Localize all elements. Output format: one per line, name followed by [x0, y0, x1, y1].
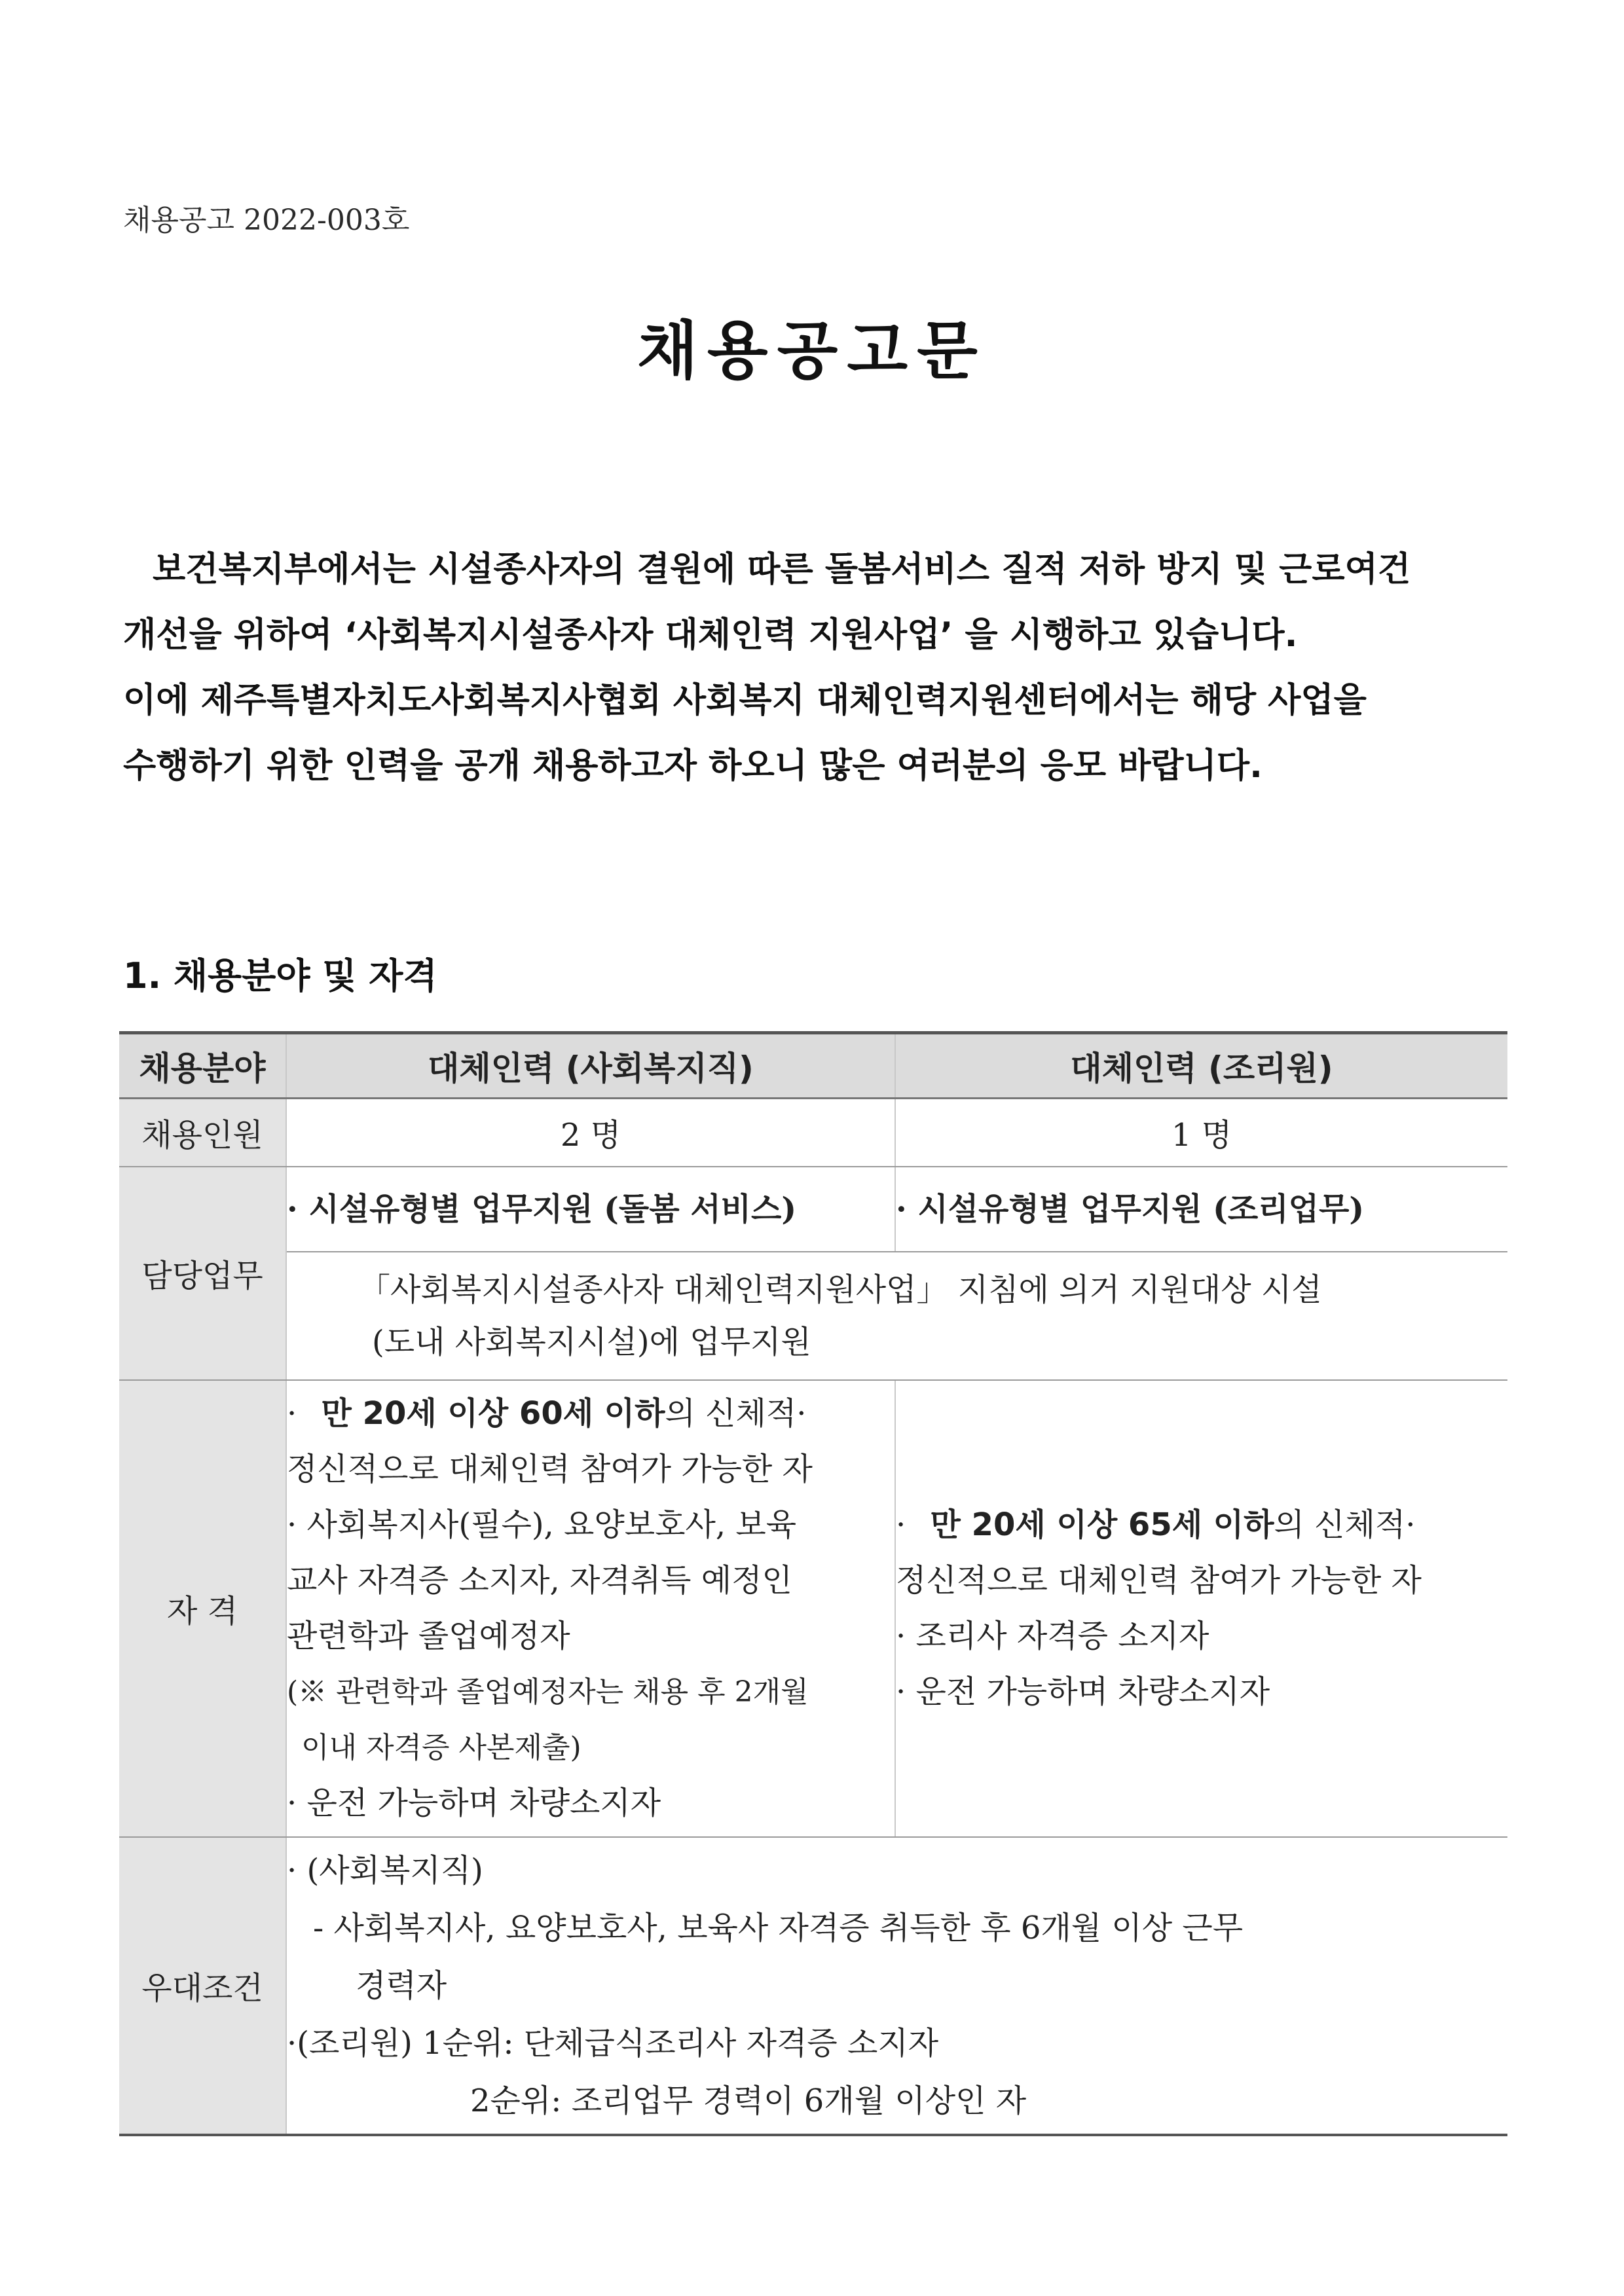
intro-line: 개선을 위하여 ‘사회복지시설종사자 대체인력 지원사업’ 을 시행하고 있습니다.	[123, 615, 1298, 655]
col1-header: 대체인력 (사회복지직)	[286, 1033, 895, 1099]
duty-common-line: (도내 사회복지시설)에 업무지원	[372, 1323, 811, 1360]
intro-line: 수행하기 위한 인력을 공개 채용하고자 하오니 많은 여러분의 응모 바랍니다.	[123, 746, 1263, 786]
preference-line: 2순위: 조리업무 경력이 6개월 이상인 자	[470, 2082, 1027, 2119]
intro-line: 보건복지부에서는 시설종사자의 결원에 따른 돌봄서비스 질적 저하 방지 및 근로여건	[153, 550, 1411, 589]
table-row-duty-common	[119, 1252, 1507, 1380]
intro-paragraph	[123, 537, 1511, 799]
cert-line: · 조리사 자격증 소지자	[896, 1617, 1209, 1654]
duty-common	[286, 1252, 1507, 1380]
drive-requirement: · 운전 가능하며 차량소지자	[287, 1784, 661, 1821]
table-header-row	[119, 1033, 1507, 1099]
duty-label: 담당업무	[119, 1167, 286, 1380]
bullet: ·	[287, 1394, 297, 1432]
note-line: 이내 자격증 사본제출)	[301, 1730, 581, 1764]
intro-line: 이에 제주특별자치도사회복지사협회 사회복지 대체인력지원센터에서는 해당 사업을	[123, 681, 1367, 720]
preference-line: - 사회복지사, 요양보호사, 보육사 자격증 취득한 후 6개월 이상 근무	[313, 1909, 1244, 1946]
cert-line: 교사 자격증 소지자, 자격취득 예정인	[287, 1561, 792, 1599]
table-row-qualification	[119, 1380, 1507, 1837]
col2-header: 대체인력 (조리원)	[895, 1033, 1507, 1099]
notice-number: 채용공고 2022-003호	[123, 204, 410, 237]
age-requirement-rest: 의 신체적·	[1274, 1506, 1416, 1543]
age-range-bold: 만 20세 이상 65세 이하	[930, 1506, 1274, 1543]
headcount-col1: 2 명	[286, 1099, 895, 1167]
table-row-duty	[119, 1167, 1507, 1252]
age-requirement-line2: 정신적으로 대체인력 참여가 가능한 자	[896, 1561, 1422, 1599]
preference-line: 경력자	[356, 1967, 447, 2004]
qualification-col1	[286, 1380, 895, 1837]
qualification-label: 자 격	[119, 1380, 286, 1837]
cert-line: 관련학과 졸업예정자	[287, 1617, 570, 1654]
duty-common-line: 「사회복지시설종사자 대체인력지원사업」 지침에 의거 지원대상 시설	[359, 1271, 1322, 1308]
age-requirement-rest: 의 신체적·	[665, 1394, 807, 1432]
section-title: 1. 채용분야 및 자격	[123, 955, 437, 996]
age-requirement	[287, 1386, 895, 1442]
duty-col2: · 시설유형별 업무지원 (조리업무)	[895, 1167, 1507, 1252]
field-header: 채용분야	[119, 1033, 286, 1099]
preference-line: ·(조리원) 1순위: 단체급식조리사 자격증 소지자	[287, 2024, 939, 2062]
preference-label: 우대조건	[119, 1837, 286, 2135]
age-requirement	[896, 1497, 1507, 1553]
age-range-bold: 만 20세 이상 60세 이하	[321, 1394, 665, 1432]
cert-line: · 사회복지사(필수), 요양보호사, 보육	[287, 1506, 797, 1543]
document-title: 채용공고문	[637, 314, 987, 388]
preference-line: · (사회복지직)	[287, 1851, 483, 1889]
note-line: (※ 관련학과 졸업예정자는 채용 후 2개월	[287, 1675, 809, 1709]
table-row-preference	[119, 1837, 1507, 2135]
recruitment-table	[119, 1031, 1507, 2136]
preference-content	[286, 1837, 1507, 2135]
table-row-headcount	[119, 1099, 1507, 1167]
headcount-label: 채용인원	[119, 1099, 286, 1167]
duty-col1: · 시설유형별 업무지원 (돌봄 서비스)	[286, 1167, 895, 1252]
bullet: ·	[896, 1506, 906, 1543]
age-requirement-line2: 정신적으로 대체인력 참여가 가능한 자	[287, 1450, 813, 1487]
headcount-col2: 1 명	[895, 1099, 1507, 1167]
qualification-col2	[895, 1380, 1507, 1837]
drive-requirement: · 운전 가능하며 차량소지자	[896, 1673, 1270, 1710]
